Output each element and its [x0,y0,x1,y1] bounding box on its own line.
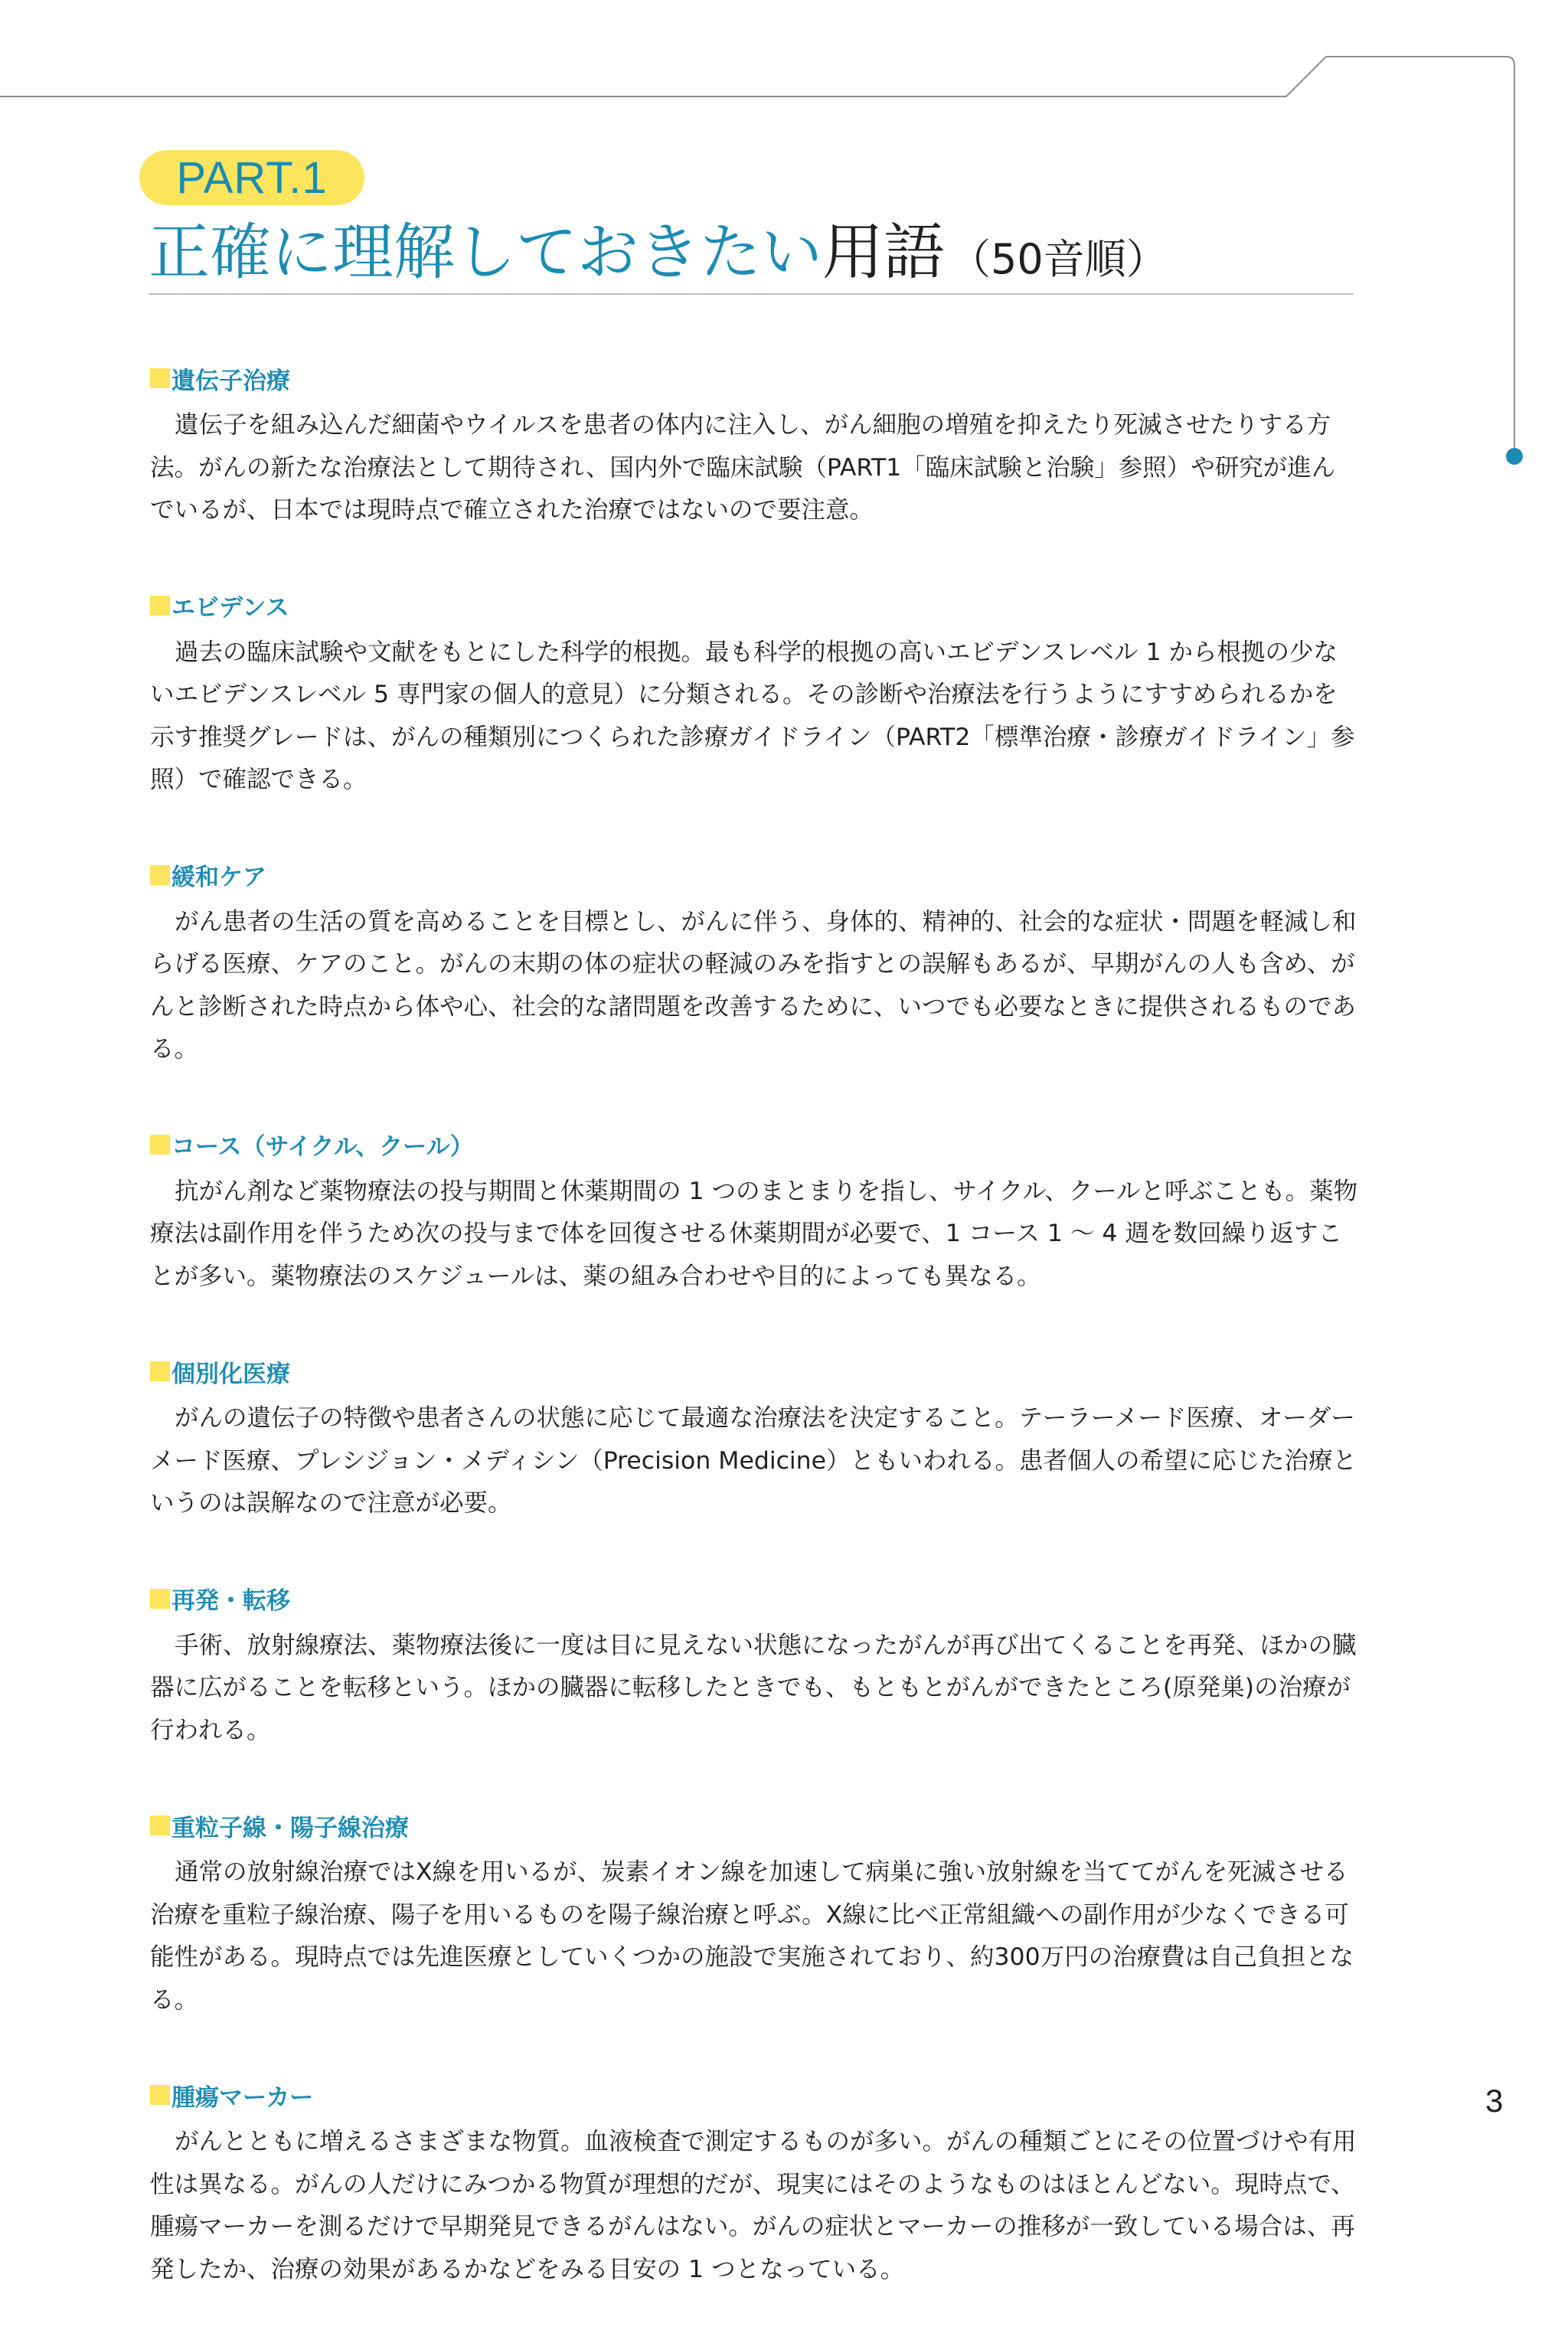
square-marker-icon [150,865,170,885]
glossary-entry [150,357,1358,532]
entry-term: 腫瘍マーカー [172,2083,314,2112]
glossary-list [150,357,1358,2343]
glossary-entry [150,584,1358,802]
entry-body: 通常の放射線治療ではX線を用いるが、炭素イオン線を加速して病巣に強い放射線を当ててがんを死滅させる治療を重粒子線治療、陽子を用いるものを陽子線治療と呼ぶ。X線に比べ正常組織への副作用が少なくできる可能性がある。現時点では先進医療としていくつかの施設で実施されており、約300万円の治療費は自己負担となる。 [150,1858,1354,2014]
entry-heading [150,1804,1358,1847]
entry-term: 再発・転移 [172,1587,290,1615]
entry-heading [150,854,1358,897]
entry-body: 手術、放射線療法、薬物療法後に一度は目に見えない状態になったがんが再び出てくることを再発、ほかの臓器に広がることを転移という。ほかの臓器に転移したときでも、もともとがんができたところ(原発巣)の治療が行われる。 [150,1631,1357,1744]
entry-term: コース（サイクル、クール） [172,1133,474,1161]
entry-body: 過去の臨床試験や文献をもとにした科学的根拠。最も科学的根拠の高いエビデンスレベル 1 から根拠の少ないエビデンスレベル 5 専門家の個人的意見）に分類される。その診断や治療法を行うようにすすめられるかを示す推奨グレードは、がんの種類別につくられた診療ガイドライン（PART2「標準治療・診療ガイドライン」参照）で確認できる。 [150,638,1355,793]
border-end-dot [1506,448,1523,465]
entry-heading [150,1123,1358,1166]
part-label: PART.1 [139,150,364,205]
entry-body: がんとともに増えるさまざまな物質。血液検査で測定するものが多い。がんの種類ごとにその位置づけや有用性は異なる。がんの人だけにみつかる物質が理想的だが、現実にはそのようなものはほとんどない。現時点で、腫瘍マーカーを測るだけで早期発見できるがんはない。がんの症状とマーカーの推移が一致している場合は、再発したか、治療の効果があるかなどをみる目安の 1 つとなっている。 [150,2128,1357,2283]
entry-term: 遺伝子治療 [172,367,290,395]
title-underline [149,293,1354,295]
entry-term: 緩和ケア [172,864,266,891]
entry-body: がん患者の生活の質を高めることを目標とし、がんに伴う、身体的、精神的、社会的な症状・問題を軽減し和らげる医療、ケアのこと。がんの末期の体の症状の軽減のみを指すとの誤解もあるが、早期がんの人も含め、がんと診断された時点から体や心、社会的な諸問題を改善するために、いつでも必要なときに提供されるものである。 [150,907,1357,1063]
glossary-entry [150,1804,1358,2021]
square-marker-icon [150,1135,170,1155]
glossary-entry [150,1123,1358,1299]
square-marker-icon [150,2085,170,2105]
glossary-entry [150,1350,1358,1525]
glossary-entry [150,854,1358,1071]
entry-heading [150,1350,1358,1393]
square-marker-icon [150,1589,170,1609]
page-title-main: 用語 [822,217,945,288]
entry-body: 遺伝子を組み込んだ細菌やウイルスを患者の体内に注入し、がん細胞の増殖を抑えたり死滅させたりする方法。がんの新たな治療法として期待され、国内外で臨床試験（PART1「臨床試験と治験」参照）や研究が進んでいるが、日本では現時点で確立された治療ではないので要注意。 [150,411,1336,524]
entry-term: エビデンス [172,594,289,622]
entry-heading [150,1577,1358,1620]
square-marker-icon [150,596,170,616]
entry-body: 抗がん剤など薬物療法の投与期間と休薬期間の 1 つのまとまりを指し、サイクル、クールと呼ぶことも。薬物療法は副作用を伴うため次の投与まで体を回復させる休薬期間が必要で、1 コース 1 〜 4 週を数回繰り返すことが多い。薬物療法のスケジュールは、薬の組み合わせや目的によっても異なる。 [150,1177,1358,1290]
entry-body: がんの遺伝子の特徴や患者さんの状態に応じて最適な治療法を決定すること。テーラーメード医療、オーダーメード医療、プレシジョン・メディシン（Precision Medicine）ともいわれる。患者個人の希望に応じた治療というのは誤解なので注意が必要。 [150,1404,1357,1517]
entry-term: 個別化医療 [172,1360,290,1388]
entry-term: 重粒子線・陽子線治療 [172,1814,409,1842]
page-title-accent: 正確に理解しておきたい [149,217,822,288]
glossary-entry [150,1577,1358,1753]
square-marker-icon [150,1815,170,1835]
square-marker-icon [150,368,170,388]
entry-heading [150,357,1358,400]
entry-heading [150,584,1358,627]
page-title-note: （50音順） [949,235,1168,283]
entry-heading [150,2073,1358,2116]
page-number: 3 [1485,2083,1504,2119]
square-marker-icon [150,1361,170,1381]
glossary-entry [150,2073,1358,2291]
